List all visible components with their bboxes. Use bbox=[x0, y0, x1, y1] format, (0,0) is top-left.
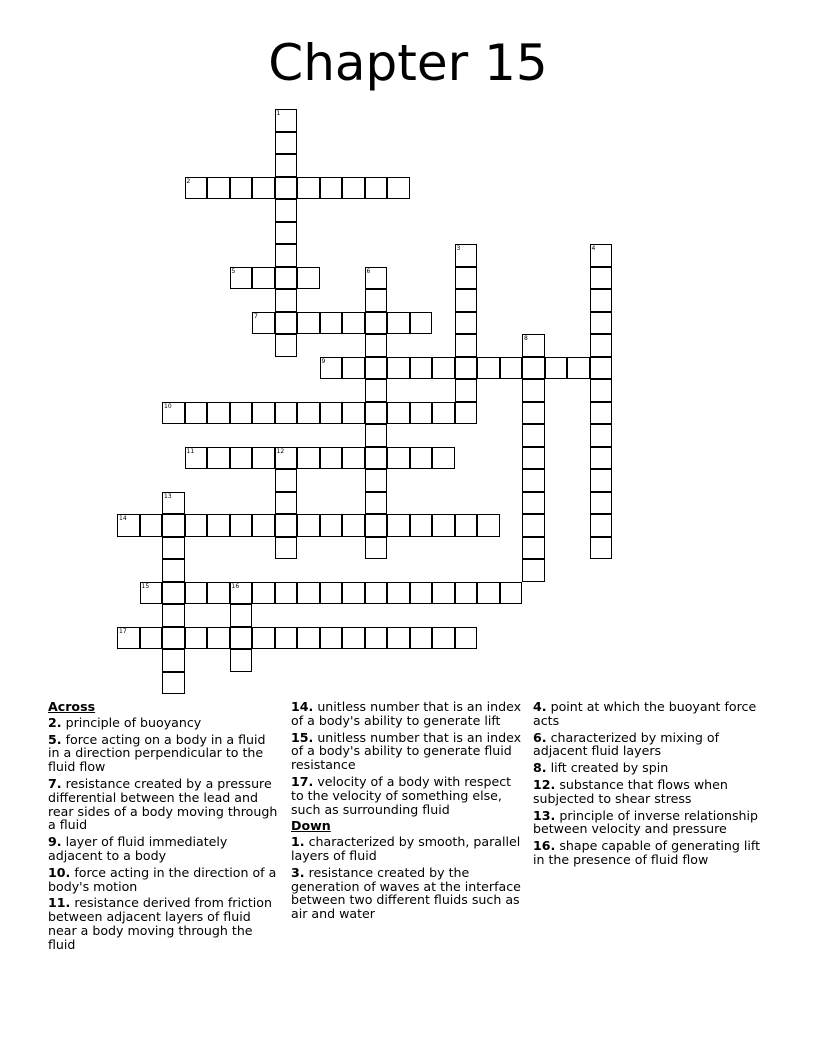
grid-cell[interactable] bbox=[365, 334, 388, 357]
grid-cell[interactable] bbox=[455, 312, 478, 335]
cell-number: 9 bbox=[321, 357, 326, 365]
grid-cell[interactable] bbox=[522, 559, 545, 582]
grid-cell[interactable] bbox=[320, 627, 343, 650]
grid-cell[interactable] bbox=[275, 537, 298, 560]
grid-cell[interactable] bbox=[455, 379, 478, 402]
clue-column-2 bbox=[291, 700, 523, 924]
grid-cell[interactable] bbox=[387, 177, 410, 200]
grid-cell[interactable] bbox=[590, 267, 613, 290]
cell-number: 16 bbox=[231, 582, 240, 590]
grid-cell[interactable] bbox=[590, 424, 613, 447]
grid-cell[interactable] bbox=[342, 357, 365, 380]
grid-cell[interactable] bbox=[252, 582, 275, 605]
grid-cell[interactable] bbox=[162, 402, 185, 425]
grid-cell[interactable] bbox=[275, 222, 298, 245]
grid-cell[interactable] bbox=[297, 582, 320, 605]
grid-cell[interactable] bbox=[185, 402, 208, 425]
grid-cell[interactable] bbox=[455, 244, 478, 267]
grid-cell[interactable] bbox=[230, 604, 253, 627]
cell-number: 12 bbox=[276, 447, 285, 455]
cell-number: 10 bbox=[164, 402, 172, 410]
grid-cell[interactable] bbox=[162, 627, 185, 650]
cell-number: 11 bbox=[186, 447, 195, 455]
clue-column-1 bbox=[48, 700, 280, 955]
grid-cell[interactable] bbox=[207, 582, 230, 605]
clue-across-15: 15. unitless number that is an index of a body's ability to generate fluid resistance bbox=[291, 729, 522, 773]
clue-down-8: 8. lift created by spin bbox=[533, 760, 669, 776]
grid-cell[interactable] bbox=[365, 312, 388, 335]
grid-cell[interactable] bbox=[140, 514, 163, 537]
grid-cell[interactable] bbox=[365, 402, 388, 425]
grid-cell[interactable] bbox=[455, 402, 478, 425]
cell-number: 1 bbox=[276, 110, 281, 117]
grid-cell[interactable] bbox=[590, 492, 613, 515]
cell-number: 8 bbox=[524, 335, 528, 342]
puzzle-title: Chapter 15 bbox=[268, 34, 548, 92]
grid-cell[interactable] bbox=[275, 514, 298, 537]
grid-cell[interactable] bbox=[477, 582, 500, 605]
grid-cell[interactable] bbox=[410, 312, 433, 335]
grid-cell[interactable] bbox=[432, 514, 455, 537]
grid-cell[interactable] bbox=[455, 627, 478, 650]
grid-cell[interactable] bbox=[185, 177, 208, 200]
clue-down-6: 6. characterized by mixing of adjacent fluid layers bbox=[533, 729, 720, 759]
grid-cell[interactable] bbox=[320, 447, 343, 470]
grid-cell[interactable] bbox=[185, 582, 208, 605]
grid-cell[interactable] bbox=[522, 469, 545, 492]
grid-cell[interactable] bbox=[320, 177, 343, 200]
clue-across-9: 9. layer of fluid immediately adjacent to a body bbox=[48, 834, 228, 863]
grid-cell[interactable] bbox=[590, 334, 613, 357]
grid-cell[interactable] bbox=[522, 402, 545, 425]
cell-number: 5 bbox=[231, 267, 236, 275]
grid-cell[interactable] bbox=[342, 627, 365, 650]
across-heading: Across bbox=[48, 699, 96, 714]
grid-cell[interactable] bbox=[275, 267, 298, 290]
grid-cell[interactable] bbox=[590, 537, 613, 560]
grid-cell[interactable] bbox=[365, 627, 388, 650]
grid-cell[interactable] bbox=[320, 514, 343, 537]
grid-cell[interactable] bbox=[387, 357, 410, 380]
clue-across-7: 7. resistance created by a pressure differential between the lead and rear sides of a body moving through a fluid bbox=[48, 775, 278, 833]
grid-cell[interactable] bbox=[387, 447, 410, 470]
grid-cell[interactable] bbox=[590, 244, 613, 267]
cell-number: 14 bbox=[119, 515, 127, 522]
grid-cell[interactable] bbox=[297, 627, 320, 650]
grid-cell[interactable] bbox=[342, 177, 365, 200]
grid-cell[interactable] bbox=[162, 649, 185, 672]
grid-cell[interactable] bbox=[117, 627, 140, 650]
grid-cell[interactable] bbox=[342, 447, 365, 470]
grid-cell[interactable] bbox=[522, 447, 545, 470]
grid-cell[interactable] bbox=[455, 514, 478, 537]
grid-cell[interactable] bbox=[252, 402, 275, 425]
grid-cell[interactable] bbox=[230, 649, 253, 672]
grid-cell[interactable] bbox=[252, 177, 275, 200]
grid-cell[interactable] bbox=[320, 582, 343, 605]
cell-number: 15 bbox=[141, 582, 150, 590]
clue-down-13: 13. principle of inverse relationship between velocity and pressure bbox=[533, 807, 758, 837]
grid-cell[interactable] bbox=[410, 514, 433, 537]
grid-cell[interactable] bbox=[275, 244, 298, 267]
grid-cell[interactable] bbox=[365, 514, 388, 537]
grid-cell[interactable] bbox=[590, 357, 613, 380]
grid-cell[interactable] bbox=[275, 154, 298, 177]
grid-cell[interactable] bbox=[297, 447, 320, 470]
grid-cell[interactable] bbox=[117, 514, 140, 537]
grid-cell[interactable] bbox=[590, 402, 613, 425]
grid-cell[interactable] bbox=[162, 672, 185, 695]
grid-cell[interactable] bbox=[275, 177, 298, 200]
grid-cell[interactable] bbox=[297, 514, 320, 537]
clue-down-12: 12. substance that flows when subjected to shear stress bbox=[533, 776, 728, 806]
clue-across-17: 17. velocity of a body with respect to the velocity of something else, such as surrounding fluid bbox=[291, 773, 512, 817]
grid-cell[interactable] bbox=[207, 402, 230, 425]
cell-number: 2 bbox=[186, 177, 191, 185]
grid-cell[interactable] bbox=[500, 357, 523, 380]
grid-cell[interactable] bbox=[252, 312, 275, 335]
grid-cell[interactable] bbox=[365, 582, 388, 605]
grid-cell[interactable] bbox=[230, 267, 253, 290]
clue-down-4: 4. point at which the buoyant force acts bbox=[533, 699, 757, 728]
grid-cell[interactable] bbox=[140, 582, 163, 605]
grid-cell[interactable] bbox=[252, 267, 275, 290]
grid-cell[interactable] bbox=[162, 492, 185, 515]
grid-cell[interactable] bbox=[365, 492, 388, 515]
grid-cell[interactable] bbox=[545, 357, 568, 380]
grid-cell[interactable] bbox=[500, 582, 523, 605]
grid-cell[interactable] bbox=[410, 402, 433, 425]
grid-cell[interactable] bbox=[185, 514, 208, 537]
grid-cell[interactable] bbox=[275, 402, 298, 425]
grid-cell[interactable] bbox=[230, 627, 253, 650]
grid-cell[interactable] bbox=[432, 627, 455, 650]
grid-cell[interactable] bbox=[342, 312, 365, 335]
clue-column-3 bbox=[533, 700, 765, 870]
grid-cell[interactable] bbox=[365, 267, 388, 290]
grid-cell[interactable] bbox=[590, 447, 613, 470]
grid-cell[interactable] bbox=[590, 379, 613, 402]
grid-cell[interactable] bbox=[275, 492, 298, 515]
grid-cell[interactable] bbox=[207, 514, 230, 537]
grid-cell[interactable] bbox=[522, 334, 545, 357]
grid-cell[interactable] bbox=[252, 447, 275, 470]
grid-cell[interactable] bbox=[365, 379, 388, 402]
clue-down-16: 16. shape capable of generating lift in the presence of fluid flow bbox=[533, 838, 761, 867]
clue-across-14: 14. unitless number that is an index of a body's ability to generate lift bbox=[291, 699, 522, 728]
cell-number: 13 bbox=[164, 492, 172, 500]
grid-cell[interactable] bbox=[455, 267, 478, 290]
grid-cell[interactable] bbox=[365, 177, 388, 200]
grid-cell[interactable] bbox=[522, 537, 545, 560]
grid-cell[interactable] bbox=[230, 582, 253, 605]
grid-cell[interactable] bbox=[207, 627, 230, 650]
grid-cell[interactable] bbox=[432, 447, 455, 470]
grid-cell[interactable] bbox=[590, 469, 613, 492]
grid-cell[interactable] bbox=[432, 582, 455, 605]
grid-cell[interactable] bbox=[185, 447, 208, 470]
grid-cell[interactable] bbox=[162, 537, 185, 560]
clue-down-1: 1. characterized by smooth, parallel layers of fluid bbox=[291, 834, 521, 863]
cell-number: 6 bbox=[366, 267, 371, 275]
grid-cell[interactable] bbox=[185, 627, 208, 650]
clue-across-5: 5. force acting on a body in a fluid in a direction perpendicular to the fluid flow bbox=[48, 731, 266, 775]
grid-cell[interactable] bbox=[410, 627, 433, 650]
grid-cell[interactable] bbox=[230, 402, 253, 425]
grid-cell[interactable] bbox=[410, 357, 433, 380]
grid-cell[interactable] bbox=[230, 514, 253, 537]
grid-cell[interactable] bbox=[275, 447, 298, 470]
grid-cell[interactable] bbox=[365, 424, 388, 447]
grid-cell[interactable] bbox=[230, 177, 253, 200]
grid-cell[interactable] bbox=[342, 582, 365, 605]
grid-cell[interactable] bbox=[522, 424, 545, 447]
grid-cell[interactable] bbox=[590, 289, 613, 312]
grid-cell[interactable] bbox=[342, 402, 365, 425]
grid-cell[interactable] bbox=[387, 582, 410, 605]
grid-cell[interactable] bbox=[275, 334, 298, 357]
grid-cell[interactable] bbox=[590, 514, 613, 537]
grid-cell[interactable] bbox=[275, 469, 298, 492]
grid-cell[interactable] bbox=[387, 627, 410, 650]
grid-cell[interactable] bbox=[365, 537, 388, 560]
grid-cell[interactable] bbox=[207, 447, 230, 470]
grid-cell[interactable] bbox=[275, 199, 298, 222]
down-heading: Down bbox=[291, 818, 331, 834]
grid-cell[interactable] bbox=[320, 402, 343, 425]
grid-cell[interactable] bbox=[275, 627, 298, 650]
grid-cell[interactable] bbox=[522, 357, 545, 380]
clue-across-11: 11. resistance derived from friction between adjacent layers of fluid near a body moving through the fluid bbox=[48, 895, 272, 952]
grid-cell[interactable] bbox=[252, 514, 275, 537]
grid-cell[interactable] bbox=[297, 312, 320, 335]
grid-cell[interactable] bbox=[275, 109, 298, 132]
grid-cell[interactable] bbox=[297, 402, 320, 425]
grid-cell[interactable] bbox=[455, 357, 478, 380]
grid-cell[interactable] bbox=[410, 582, 433, 605]
grid-cell[interactable] bbox=[522, 514, 545, 537]
grid-cell[interactable] bbox=[275, 289, 298, 312]
grid-cell[interactable] bbox=[252, 627, 275, 650]
grid-cell[interactable] bbox=[162, 604, 185, 627]
cell-number: 4 bbox=[591, 245, 596, 252]
grid-cell[interactable] bbox=[297, 177, 320, 200]
clue-down-3: 3. resistance created by the generation of waves at the interface between two different fluids such as air and water bbox=[291, 864, 521, 922]
grid-cell[interactable] bbox=[342, 514, 365, 537]
grid-cell[interactable] bbox=[275, 582, 298, 605]
grid-cell[interactable] bbox=[230, 447, 253, 470]
grid-cell[interactable] bbox=[567, 357, 590, 380]
grid-cell[interactable] bbox=[365, 289, 388, 312]
grid-cell[interactable] bbox=[320, 312, 343, 335]
grid-cell[interactable] bbox=[432, 402, 455, 425]
grid-cell[interactable] bbox=[387, 402, 410, 425]
cell-number: 3 bbox=[456, 245, 461, 252]
grid-cell[interactable] bbox=[477, 514, 500, 537]
grid-cell[interactable] bbox=[297, 267, 320, 290]
cell-number: 7 bbox=[254, 312, 258, 320]
grid-cell[interactable] bbox=[455, 334, 478, 357]
grid-cell[interactable] bbox=[455, 582, 478, 605]
grid-cell[interactable] bbox=[365, 469, 388, 492]
grid-cell[interactable] bbox=[477, 357, 500, 380]
grid-cell[interactable] bbox=[365, 447, 388, 470]
grid-cell[interactable] bbox=[432, 357, 455, 380]
grid-cell[interactable] bbox=[387, 514, 410, 537]
grid-cell[interactable] bbox=[590, 312, 613, 335]
grid-cell[interactable] bbox=[275, 132, 298, 155]
grid-cell[interactable] bbox=[387, 312, 410, 335]
grid-cell[interactable] bbox=[365, 357, 388, 380]
grid-cell[interactable] bbox=[410, 447, 433, 470]
grid-cell[interactable] bbox=[275, 312, 298, 335]
cell-number: 17 bbox=[119, 627, 127, 635]
grid-cell[interactable] bbox=[522, 379, 545, 402]
grid-cell[interactable] bbox=[207, 177, 230, 200]
grid-cell[interactable] bbox=[140, 627, 163, 650]
grid-cell[interactable] bbox=[162, 514, 185, 537]
clue-across-10: 10. force acting in the direction of a body's motion bbox=[48, 864, 277, 894]
clue-across-2: 2. principle of buoyancy bbox=[48, 714, 202, 730]
grid-cell[interactable] bbox=[320, 357, 343, 380]
grid-cell[interactable] bbox=[162, 559, 185, 582]
grid-cell[interactable] bbox=[162, 582, 185, 605]
grid-cell[interactable] bbox=[522, 492, 545, 515]
grid-cell[interactable] bbox=[455, 289, 478, 312]
